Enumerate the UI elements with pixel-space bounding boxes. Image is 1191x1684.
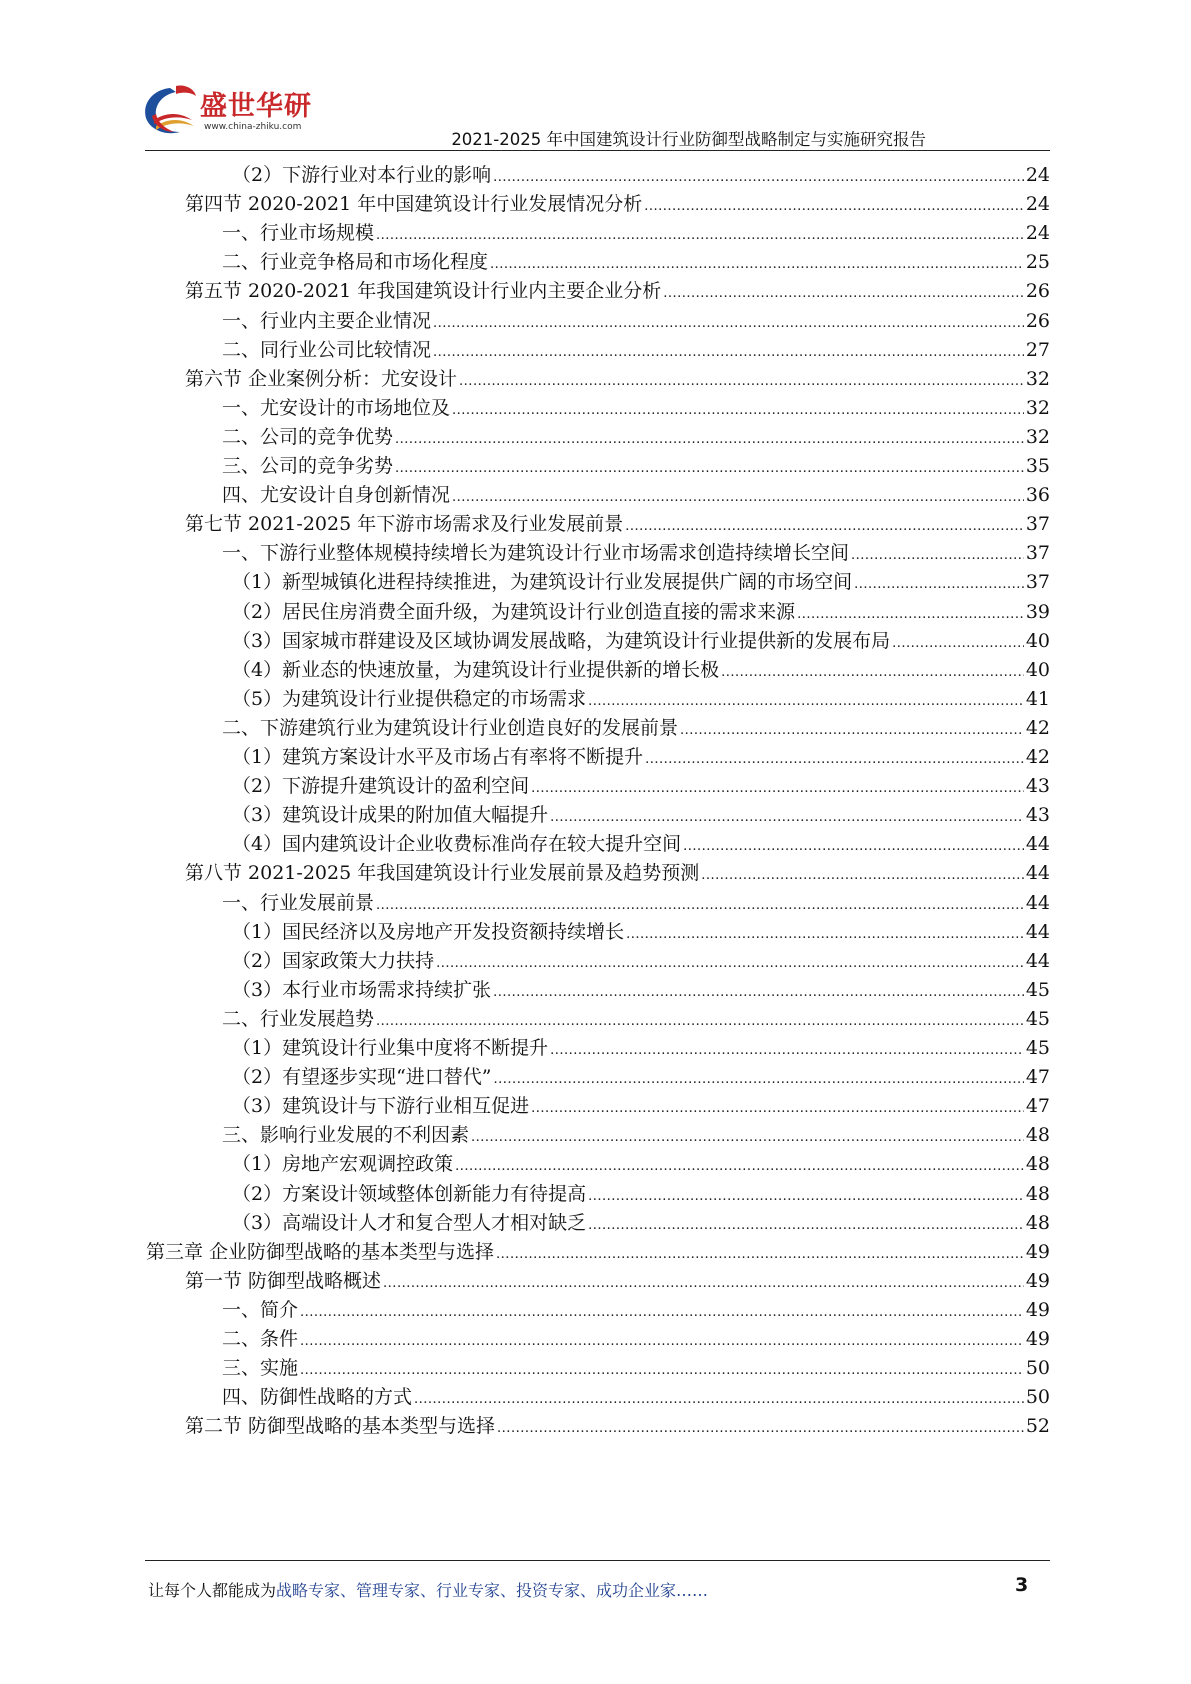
toc-dot-leader <box>395 451 1024 484</box>
toc-entry[interactable] <box>222 451 1050 482</box>
toc-entry-label: 一、简介 <box>222 1298 299 1321</box>
toc-dot-leader <box>644 189 1024 222</box>
toc-entry-label: （1）房地产宏观调控政策 <box>232 1153 454 1176</box>
toc-entry-page: 43 <box>1025 775 1050 798</box>
toc-entry-label: 第七节 2021-2025 年下游市场需求及行业发展前景 <box>185 513 624 536</box>
toc-entry-label: 一、行业市场规模 <box>222 222 375 245</box>
toc-dot-leader <box>433 306 1024 339</box>
toc-entry-label: 一、行业发展前景 <box>222 891 375 914</box>
toc-entry-page: 24 <box>1025 164 1050 186</box>
toc-dot-leader <box>300 1353 1024 1386</box>
toc-entry-page: 44 <box>1025 920 1050 943</box>
toc-entry[interactable] <box>222 1295 1050 1326</box>
toc-entry-label: 四、尤安设计自身创新情况 <box>222 484 451 507</box>
toc-dot-leader <box>433 335 1024 368</box>
toc-dot-leader <box>452 480 1024 513</box>
toc-entry-label: （2）居民住房消费全面升级，为建筑设计行业创造直接的需求来源 <box>232 600 796 623</box>
toc-dot-leader <box>376 218 1024 251</box>
toc-entry-label: （1）建筑方案设计水平及市场占有率将不断提升 <box>232 746 644 768</box>
toc-entry-page: 35 <box>1025 455 1050 477</box>
toc-entry[interactable] <box>185 1266 1050 1297</box>
page-number: 3 <box>1015 1574 1029 1596</box>
toc-dot-leader <box>588 1208 1024 1241</box>
toc-entry[interactable] <box>222 1120 1050 1151</box>
toc-entry[interactable] <box>185 364 1050 395</box>
company-logo <box>140 82 330 152</box>
toc-entry-label: （3）建筑设计与下游行业相互促进 <box>232 1095 530 1118</box>
toc-entry-label: （1）国民经济以及房地产开发投资额持续增长 <box>232 920 625 943</box>
toc-entry[interactable] <box>232 829 1050 860</box>
toc-entry[interactable] <box>232 1033 1050 1064</box>
toc-entry-page: 48 <box>1025 1124 1050 1147</box>
toc-entry[interactable] <box>185 1411 1050 1442</box>
toc-entry[interactable] <box>185 189 1050 220</box>
toc-entry-page: 24 <box>1025 222 1050 245</box>
toc-dot-leader <box>471 1120 1024 1153</box>
toc-entry[interactable] <box>232 1091 1050 1122</box>
toc-dot-leader <box>588 684 1024 717</box>
toc-entry[interactable] <box>185 509 1050 540</box>
toc-entry-label: （3）建筑设计成果的附加值大幅提升 <box>232 804 549 827</box>
toc-dot-leader <box>851 538 1024 571</box>
toc-dot-leader <box>550 1033 1024 1066</box>
logo-title: 盛世华研 <box>200 91 312 122</box>
toc-dot-leader <box>680 713 1024 746</box>
toc-entry[interactable] <box>232 626 1050 657</box>
toc-dot-leader <box>494 1062 1024 1095</box>
toc-entry-label: 第五节 2020-2021 年我国建筑设计行业内主要企业分析 <box>185 280 662 303</box>
toc-entry[interactable] <box>232 1208 1050 1239</box>
toc-entry-label: 二、行业发展趋势 <box>222 1007 375 1030</box>
toc-entry[interactable] <box>232 742 1050 773</box>
toc-entry[interactable] <box>232 946 1050 977</box>
toc-entry-page: 32 <box>1025 425 1050 448</box>
toc-entry[interactable] <box>232 684 1050 715</box>
toc-entry[interactable] <box>222 306 1050 337</box>
toc-entry-page: 50 <box>1025 1357 1050 1380</box>
toc-entry-page: 49 <box>1025 1298 1050 1321</box>
toc-entry[interactable] <box>222 538 1050 569</box>
toc-entry-page: 47 <box>1025 1066 1050 1089</box>
toc-entry-label: （3）国家城市群建设及区域协调发展战略，为建筑设计行业提供新的发展布局 <box>232 629 891 652</box>
toc-entry-label: （1）新型城镇化进程持续推进，为建筑设计行业发展提供广阔的市场空间 <box>232 571 853 594</box>
toc-dot-leader <box>892 626 1024 659</box>
toc-entry-label: 三、公司的竞争劣势 <box>222 455 394 477</box>
toc-entry-label: 二、行业竞争格局和市场化程度 <box>222 251 489 274</box>
toc-entry-page: 26 <box>1025 280 1050 303</box>
toc-entry-page: 36 <box>1025 484 1050 507</box>
toc-entry-page: 50 <box>1025 1386 1050 1409</box>
toc-dot-leader <box>663 276 1024 309</box>
toc-dot-leader <box>496 1237 1024 1270</box>
toc-entry[interactable] <box>222 1382 1050 1413</box>
toc-dot-leader <box>493 975 1024 1008</box>
toc-entry-label: （2）下游行业对本行业的影响 <box>232 164 492 186</box>
header-divider <box>145 150 1050 151</box>
logo-url: www.china-zhiku.com <box>204 122 302 132</box>
toc-dot-leader <box>683 829 1024 862</box>
toc-entry-label: （2）国家政策大力扶持 <box>232 949 435 972</box>
toc-entry-label: （5）为建筑设计行业提供稳定的市场需求 <box>232 687 587 710</box>
toc-dot-leader <box>414 1382 1024 1415</box>
toc-entry[interactable] <box>185 858 1050 889</box>
toc-dot-leader <box>531 1091 1024 1124</box>
toc-entry-label: （3）本行业市场需求持续扩张 <box>232 978 492 1001</box>
toc-entry-page: 48 <box>1025 1211 1050 1234</box>
footer-divider <box>145 1560 1050 1561</box>
toc-entry-page: 25 <box>1025 251 1050 274</box>
toc-entry-page: 26 <box>1025 309 1050 332</box>
toc-entry-page: 48 <box>1025 1182 1050 1205</box>
toc-entry-label: （4）新业态的快速放量，为建筑设计行业提供新的增长极 <box>232 658 720 681</box>
toc-entry-page: 45 <box>1025 1007 1050 1030</box>
toc-dot-leader <box>436 946 1024 979</box>
toc-entry-page: 44 <box>1025 891 1050 914</box>
toc-entry-page: 37 <box>1025 542 1050 565</box>
toc-entry-label: （1）建筑设计行业集中度将不断提升 <box>232 1037 549 1059</box>
toc-dot-leader <box>550 800 1024 833</box>
toc-dot-leader <box>625 509 1024 542</box>
toc-entry[interactable] <box>232 1179 1050 1210</box>
toc-dot-leader <box>645 742 1024 775</box>
toc-dot-leader <box>797 597 1024 630</box>
toc-dot-leader <box>493 160 1024 193</box>
toc-entry-label: （2）有望逐步实现“进口替代” <box>232 1066 492 1089</box>
toc-entry[interactable] <box>185 276 1050 307</box>
toc-entry-page: 32 <box>1025 367 1050 390</box>
toc-entry-page: 40 <box>1025 629 1050 652</box>
toc-entry-page: 42 <box>1025 746 1050 768</box>
toc-entry[interactable] <box>222 393 1050 424</box>
toc-entry-label: 二、下游建筑行业为建筑设计行业创造良好的发展前景 <box>222 716 679 739</box>
toc-entry[interactable] <box>222 888 1050 919</box>
toc-entry[interactable] <box>222 480 1050 511</box>
toc-entry-label: 第三章 企业防御型战略的基本类型与选择 <box>146 1240 495 1263</box>
toc-entry-page: 27 <box>1025 338 1050 361</box>
toc-entry-page: 44 <box>1025 862 1050 885</box>
toc-entry-page: 37 <box>1025 571 1050 594</box>
toc-entry-label: 第二节 防御型战略的基本类型与选择 <box>185 1415 496 1438</box>
toc-entry-page: 49 <box>1025 1269 1050 1292</box>
toc-entry-page: 40 <box>1025 658 1050 681</box>
toc-entry-label: 二、同行业公司比较情况 <box>222 338 432 361</box>
toc-entry-page: 49 <box>1025 1240 1050 1263</box>
toc-entry-page: 43 <box>1025 804 1050 827</box>
toc-dot-leader <box>490 247 1024 280</box>
toc-entry[interactable] <box>222 422 1050 453</box>
toc-entry-page: 37 <box>1025 513 1050 536</box>
footer-slogan <box>148 1578 708 1601</box>
toc-entry-page: 45 <box>1025 1037 1050 1059</box>
slogan-highlight: 战略专家、管理专家、行业专家、投资专家、成功企业家…… <box>276 1581 709 1600</box>
toc-entry-label: 一、尤安设计的市场地位及 <box>222 396 451 419</box>
slogan-prefix: 让每个人都能成为 <box>148 1581 277 1600</box>
toc-entry-label: 一、下游行业整体规模持续增长为建筑设计行业市场需求创造持续增长空间 <box>222 542 850 565</box>
toc-dot-leader <box>626 917 1024 950</box>
report-title: 2021-2025 年中国建筑设计行业防御型战略制定与实施研究报告 <box>451 130 926 149</box>
toc-entry[interactable] <box>232 597 1050 628</box>
toc-entry[interactable] <box>222 1353 1050 1384</box>
toc-entry[interactable] <box>222 1324 1050 1355</box>
toc-entry[interactable] <box>146 1237 1050 1268</box>
toc-entry[interactable] <box>232 917 1050 948</box>
toc-entry[interactable] <box>232 567 1050 598</box>
toc-entry[interactable] <box>222 1004 1050 1035</box>
toc-dot-leader <box>701 858 1024 891</box>
logo-emblem-icon <box>140 82 204 140</box>
toc-dot-leader <box>854 567 1024 600</box>
toc-dot-leader <box>300 1324 1024 1357</box>
toc-dot-leader <box>721 655 1024 688</box>
toc-entry-label: （3）高端设计人才和复合型人才相对缺乏 <box>232 1211 587 1234</box>
toc-entry-label: 第四节 2020-2021 年中国建筑设计行业发展情况分析 <box>185 193 643 216</box>
toc-entry-label: 二、条件 <box>222 1328 299 1350</box>
toc-dot-leader <box>455 1149 1024 1182</box>
toc-entry-page: 44 <box>1025 949 1050 972</box>
toc-entry-label: （2）下游提升建筑设计的盈利空间 <box>232 775 530 798</box>
toc-entry[interactable] <box>232 1149 1050 1180</box>
toc-entry-label: 三、实施 <box>222 1357 299 1380</box>
toc-entry[interactable] <box>222 335 1050 366</box>
page-header <box>0 0 1191 160</box>
toc-entry[interactable] <box>222 218 1050 249</box>
toc-entry-label: 第一节 防御型战略概述 <box>185 1269 382 1292</box>
toc-entry-page: 47 <box>1025 1095 1050 1118</box>
toc-entry-page: 39 <box>1025 600 1050 623</box>
toc-dot-leader <box>376 1004 1024 1037</box>
toc-entry-page: 45 <box>1025 978 1050 1001</box>
toc-dot-leader <box>452 393 1024 426</box>
toc-entry-page: 48 <box>1025 1153 1050 1176</box>
toc-entry[interactable] <box>232 655 1050 686</box>
toc-entry-label: 四、防御性战略的方式 <box>222 1386 413 1409</box>
toc-entry[interactable] <box>232 800 1050 831</box>
toc-entry-page: 44 <box>1025 833 1050 856</box>
toc-dot-leader <box>588 1179 1024 1212</box>
toc-entry[interactable] <box>232 160 1050 191</box>
toc-dot-leader <box>497 1411 1024 1444</box>
toc-entry-page: 41 <box>1025 687 1050 710</box>
toc-entry-label: （4）国内建筑设计企业收费标准尚存在较大提升空间 <box>232 833 682 856</box>
toc-entry-label: 第六节 企业案例分析：尤安设计 <box>185 367 458 390</box>
toc-entry-page: 52 <box>1025 1415 1050 1438</box>
toc-entry-page: 32 <box>1025 396 1050 419</box>
toc-entry-label: 三、影响行业发展的不利因素 <box>222 1124 470 1147</box>
toc-entry[interactable] <box>222 713 1050 744</box>
toc-entry[interactable] <box>232 771 1050 802</box>
toc-entry-label: 一、行业内主要企业情况 <box>222 309 432 332</box>
toc-entry[interactable] <box>232 1062 1050 1093</box>
toc-dot-leader <box>376 888 1024 921</box>
toc-entry[interactable] <box>222 247 1050 278</box>
toc-entry-label: 第八节 2021-2025 年我国建筑设计行业发展前景及趋势预测 <box>185 862 700 885</box>
toc-entry-label: （2）方案设计领域整体创新能力有待提高 <box>232 1182 587 1205</box>
toc-entry-page: 42 <box>1025 716 1050 739</box>
toc-dot-leader <box>300 1295 1024 1328</box>
toc-entry[interactable] <box>232 975 1050 1006</box>
toc-dot-leader <box>531 771 1024 804</box>
toc-dot-leader <box>395 422 1024 455</box>
toc-dot-leader <box>459 364 1024 397</box>
toc-entry-label: 二、公司的竞争优势 <box>222 425 394 448</box>
toc-entry-page: 49 <box>1025 1328 1050 1350</box>
toc-entry-page: 24 <box>1025 193 1050 216</box>
toc-dot-leader <box>383 1266 1024 1299</box>
